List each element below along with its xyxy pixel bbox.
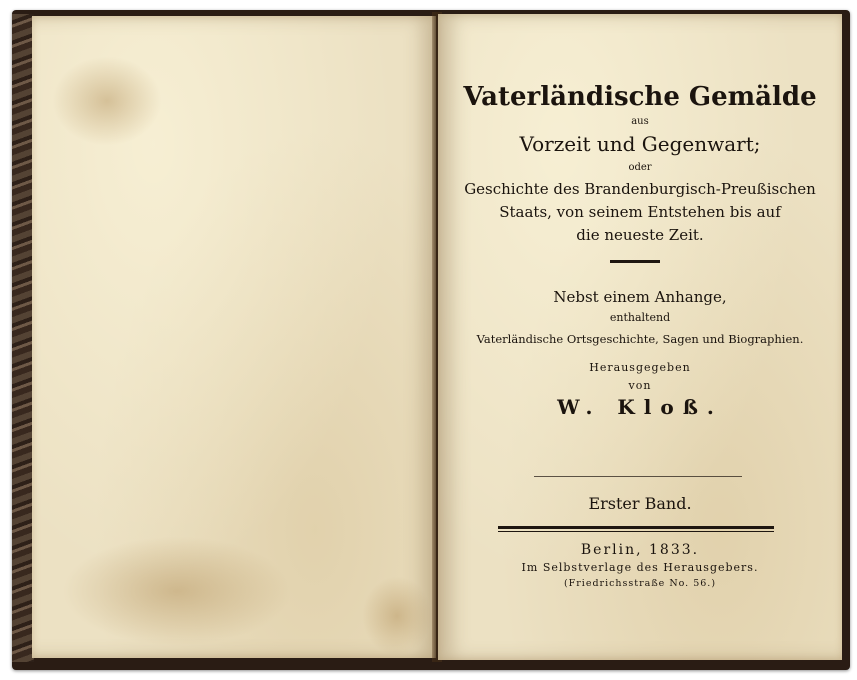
marbled-board-edge bbox=[12, 14, 34, 662]
appendix-line-2: enthaltend bbox=[609, 311, 671, 324]
description-line-3: die neueste Zeit. bbox=[576, 226, 704, 244]
ornament-rule bbox=[610, 260, 660, 263]
word-aus: aus bbox=[631, 116, 649, 127]
book-subtitle: Vorzeit und Gegenwart; bbox=[519, 132, 761, 156]
title-page bbox=[438, 14, 842, 660]
left-page-blank bbox=[32, 16, 436, 658]
volume-label: Erster Band. bbox=[588, 494, 692, 513]
thin-rule bbox=[534, 476, 742, 477]
description-line-2: Staats, von seinem Entstehen bis auf bbox=[499, 203, 781, 221]
double-rule-top bbox=[498, 526, 774, 529]
book-title: Vaterländische Gemälde bbox=[463, 82, 817, 112]
description-line-1: Geschichte des Brandenburgisch-Preußischen bbox=[464, 180, 816, 198]
place-year: Berlin, 1833. bbox=[580, 542, 700, 558]
publisher-address: (Friedrichsstraße No. 56.) bbox=[563, 578, 717, 589]
editor-label: Herausgegeben bbox=[589, 361, 691, 374]
appendix-line-1: Nebst einem Anhange, bbox=[553, 288, 727, 306]
word-von: von bbox=[628, 379, 652, 392]
author-name: W. Kloß. bbox=[557, 395, 723, 419]
double-rule-bottom bbox=[498, 531, 774, 532]
publisher-line: Im Selbstverlage des Herausgebers. bbox=[521, 561, 759, 574]
appendix-line-3: Vaterländische Ortsgeschichte, Sagen und Biographien. bbox=[476, 332, 804, 346]
word-oder: oder bbox=[628, 162, 652, 173]
